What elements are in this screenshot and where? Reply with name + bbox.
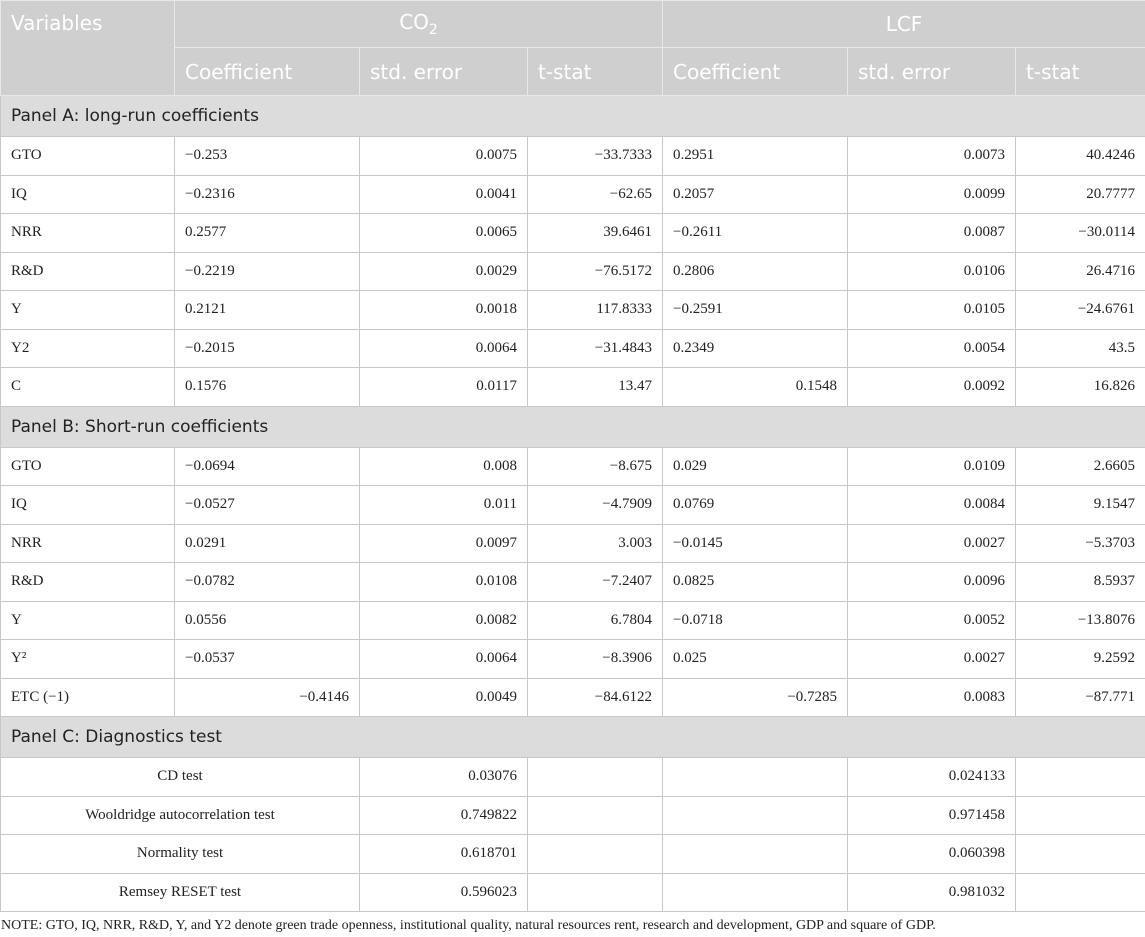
value-cell: −7.2407: [528, 563, 663, 602]
co2-subscript: 2: [428, 22, 438, 38]
empty-cell: [1016, 873, 1145, 912]
empty-cell: [1016, 835, 1145, 874]
value-cell: 0.971458: [848, 796, 1016, 835]
value-cell: 16.826: [1016, 368, 1145, 407]
value-cell: 0.025: [663, 640, 848, 679]
value-cell: 0.2121: [175, 291, 360, 330]
value-cell: −5.3703: [1016, 524, 1145, 563]
column-header: std. error: [360, 48, 528, 96]
value-cell: 0.060398: [848, 835, 1016, 874]
variables-header: Variables: [1, 1, 175, 96]
variable-cell: Y²: [1, 640, 175, 679]
panel-b-title: Panel B: Short-run coefficients: [1, 406, 1145, 447]
table-note: NOTE: GTO, IQ, NRR, R&D, Y, and Y2 denote green trade openness, institutional quality, natural resources rent, research and development, GDP and square of GDP.: [1, 918, 936, 933]
empty-cell: [528, 873, 663, 912]
value-cell: 0.618701: [360, 835, 528, 874]
value-cell: −31.4843: [528, 329, 663, 368]
value-cell: 9.2592: [1016, 640, 1145, 679]
diagnostic-row: [1, 758, 1145, 797]
value-cell: −87.771: [1016, 678, 1145, 717]
table-row: [1, 447, 1145, 486]
value-cell: 0.0052: [848, 601, 1016, 640]
table-row: [1, 524, 1145, 563]
value-cell: 0.0082: [360, 601, 528, 640]
value-cell: −76.5172: [528, 252, 663, 291]
value-cell: 0.0075: [360, 137, 528, 176]
empty-cell: [663, 873, 848, 912]
value-cell: 0.0108: [360, 563, 528, 602]
panel-header-row: [1, 96, 1145, 137]
value-cell: 0.981032: [848, 873, 1016, 912]
value-cell: 40.4246: [1016, 137, 1145, 176]
value-cell: 0.024133: [848, 758, 1016, 797]
value-cell: 0.596023: [360, 873, 528, 912]
value-cell: −0.2015: [175, 329, 360, 368]
empty-cell: [528, 796, 663, 835]
lcf-group-header: LCF: [663, 1, 1145, 48]
value-cell: 0.0099: [848, 175, 1016, 214]
variable-cell: GTO: [1, 137, 175, 176]
empty-cell: [528, 758, 663, 797]
value-cell: 0.0073: [848, 137, 1016, 176]
value-cell: −62.65: [528, 175, 663, 214]
column-header: Coefficient: [663, 48, 848, 96]
value-cell: 2.6605: [1016, 447, 1145, 486]
header-row-groups: [1, 1, 1145, 48]
variable-cell: NRR: [1, 214, 175, 253]
panel-header-row: [1, 717, 1145, 758]
variable-cell: Y2: [1, 329, 175, 368]
value-cell: 0.03076: [360, 758, 528, 797]
value-cell: −0.2316: [175, 175, 360, 214]
value-cell: 0.0106: [848, 252, 1016, 291]
value-cell: −0.0145: [663, 524, 848, 563]
value-cell: 0.029: [663, 447, 848, 486]
value-cell: 0.0291: [175, 524, 360, 563]
co2-label: CO: [399, 10, 429, 34]
panel-header-row: [1, 406, 1145, 447]
value-cell: 0.0064: [360, 640, 528, 679]
value-cell: −0.253: [175, 137, 360, 176]
value-cell: 0.0041: [360, 175, 528, 214]
value-cell: 0.1576: [175, 368, 360, 407]
value-cell: −0.2611: [663, 214, 848, 253]
value-cell: 0.0556: [175, 601, 360, 640]
value-cell: −13.8076: [1016, 601, 1145, 640]
test-name-cell: Remsey RESET test: [1, 873, 360, 912]
value-cell: 0.0049: [360, 678, 528, 717]
value-cell: −24.6761: [1016, 291, 1145, 330]
test-name-cell: Wooldridge autocorrelation test: [1, 796, 360, 835]
empty-cell: [528, 835, 663, 874]
table-row: [1, 678, 1145, 717]
table-row: [1, 252, 1145, 291]
test-name-cell: CD test: [1, 758, 360, 797]
value-cell: 0.2951: [663, 137, 848, 176]
value-cell: −0.0782: [175, 563, 360, 602]
value-cell: −33.7333: [528, 137, 663, 176]
value-cell: −0.0718: [663, 601, 848, 640]
panel-c-title: Panel C: Diagnostics test: [1, 717, 1145, 758]
empty-cell: [1016, 796, 1145, 835]
value-cell: −30.0114: [1016, 214, 1145, 253]
table-row: [1, 368, 1145, 407]
diagnostic-row: [1, 835, 1145, 874]
value-cell: 0.2349: [663, 329, 848, 368]
value-cell: 39.6461: [528, 214, 663, 253]
value-cell: 20.7777: [1016, 175, 1145, 214]
value-cell: 0.0096: [848, 563, 1016, 602]
table-row: [1, 137, 1145, 176]
value-cell: 0.0018: [360, 291, 528, 330]
value-cell: −8.3906: [528, 640, 663, 679]
value-cell: 0.0087: [848, 214, 1016, 253]
value-cell: −0.2219: [175, 252, 360, 291]
empty-cell: [663, 796, 848, 835]
value-cell: 0.0084: [848, 486, 1016, 525]
value-cell: 0.0109: [848, 447, 1016, 486]
co2-group-header: [175, 1, 663, 48]
value-cell: 6.7804: [528, 601, 663, 640]
panel-a-title: Panel A: long-run coefficients: [1, 96, 1145, 137]
variable-cell: IQ: [1, 175, 175, 214]
test-name-cell: Normality test: [1, 835, 360, 874]
diagnostic-row: [1, 873, 1145, 912]
value-cell: −0.0527: [175, 486, 360, 525]
value-cell: −0.0537: [175, 640, 360, 679]
value-cell: 43.5: [1016, 329, 1145, 368]
value-cell: −0.4146: [175, 678, 360, 717]
variable-cell: Y: [1, 601, 175, 640]
value-cell: −0.2591: [663, 291, 848, 330]
variable-cell: R&D: [1, 563, 175, 602]
value-cell: 26.4716: [1016, 252, 1145, 291]
variable-cell: Y: [1, 291, 175, 330]
value-cell: 0.0105: [848, 291, 1016, 330]
empty-cell: [663, 758, 848, 797]
value-cell: 0.1548: [663, 368, 848, 407]
variable-cell: GTO: [1, 447, 175, 486]
variable-cell: NRR: [1, 524, 175, 563]
value-cell: 0.011: [360, 486, 528, 525]
value-cell: 0.2577: [175, 214, 360, 253]
empty-cell: [1016, 758, 1145, 797]
value-cell: −0.7285: [663, 678, 848, 717]
value-cell: 0.0054: [848, 329, 1016, 368]
value-cell: 0.0092: [848, 368, 1016, 407]
value-cell: 0.0027: [848, 640, 1016, 679]
value-cell: 117.8333: [528, 291, 663, 330]
diagnostic-row: [1, 796, 1145, 835]
value-cell: 8.5937: [1016, 563, 1145, 602]
value-cell: 0.008: [360, 447, 528, 486]
table-row: [1, 563, 1145, 602]
value-cell: 0.2806: [663, 252, 848, 291]
table-row: [1, 214, 1145, 253]
variable-cell: R&D: [1, 252, 175, 291]
variable-cell: IQ: [1, 486, 175, 525]
empty-cell: [663, 835, 848, 874]
value-cell: 0.0029: [360, 252, 528, 291]
value-cell: 0.2057: [663, 175, 848, 214]
column-header: std. error: [848, 48, 1016, 96]
value-cell: 0.0083: [848, 678, 1016, 717]
table-row: [1, 291, 1145, 330]
variable-cell: ETC (−1): [1, 678, 175, 717]
value-cell: −84.6122: [528, 678, 663, 717]
value-cell: 3.003: [528, 524, 663, 563]
value-cell: 13.47: [528, 368, 663, 407]
value-cell: 0.0117: [360, 368, 528, 407]
value-cell: 0.0825: [663, 563, 848, 602]
value-cell: 0.0064: [360, 329, 528, 368]
value-cell: 0.0027: [848, 524, 1016, 563]
value-cell: −0.0694: [175, 447, 360, 486]
value-cell: 0.749822: [360, 796, 528, 835]
column-header: t-stat: [1016, 48, 1145, 96]
value-cell: −8.675: [528, 447, 663, 486]
table-row: [1, 601, 1145, 640]
table-row: [1, 175, 1145, 214]
value-cell: 0.0097: [360, 524, 528, 563]
value-cell: −4.7909: [528, 486, 663, 525]
table-row: [1, 329, 1145, 368]
variable-cell: C: [1, 368, 175, 407]
value-cell: 0.0065: [360, 214, 528, 253]
value-cell: 9.1547: [1016, 486, 1145, 525]
column-header: t-stat: [528, 48, 663, 96]
column-header: Coefficient: [175, 48, 360, 96]
table-row: [1, 640, 1145, 679]
table-row: [1, 486, 1145, 525]
value-cell: 0.0769: [663, 486, 848, 525]
